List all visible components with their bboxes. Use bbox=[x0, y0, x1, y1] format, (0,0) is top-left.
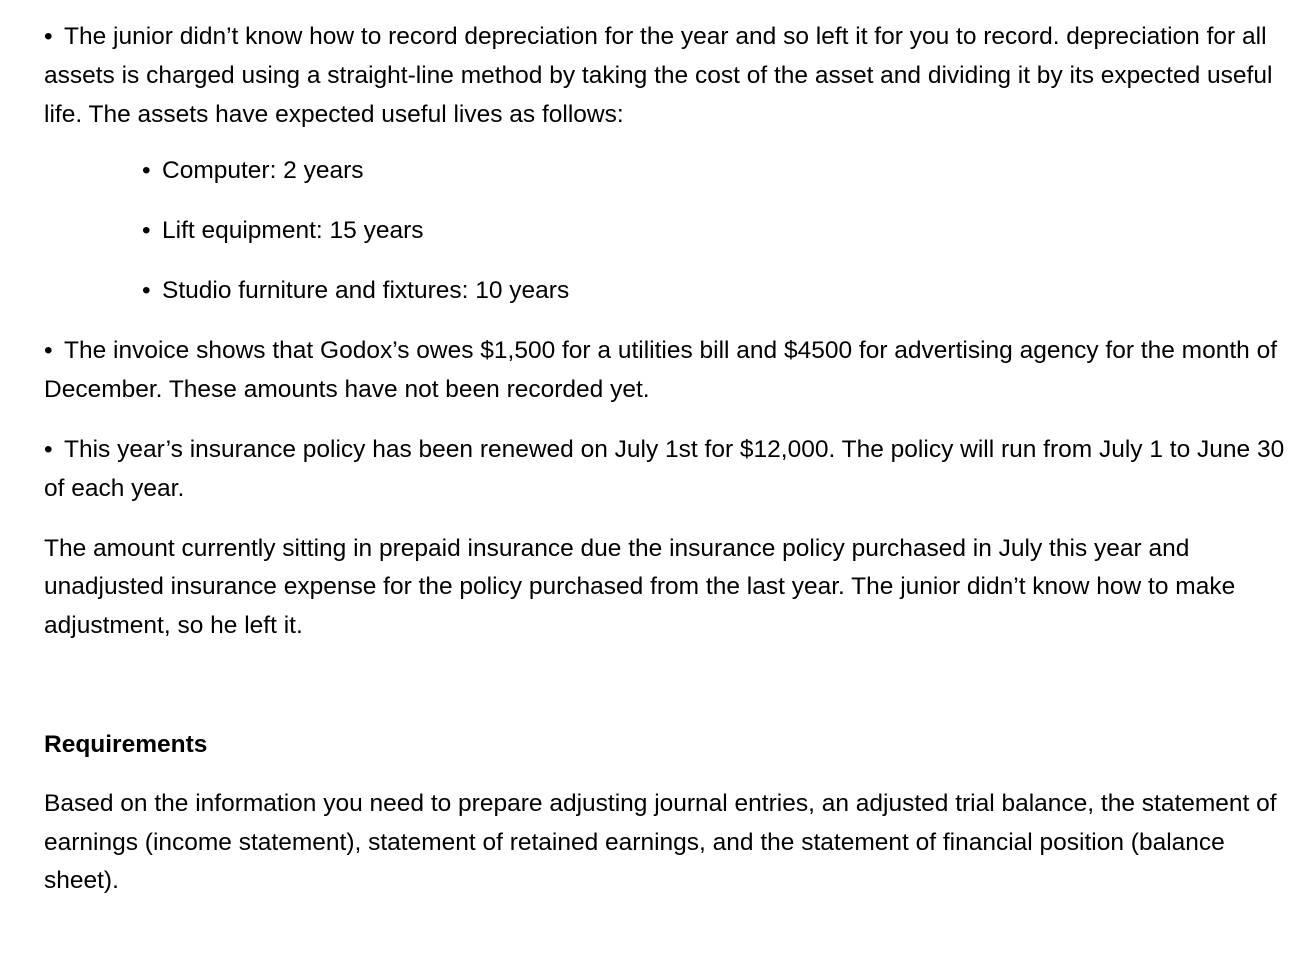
asset-life-text: Studio furniture and fixtures: 10 years bbox=[162, 277, 570, 305]
bullet-icon: • bbox=[142, 277, 151, 305]
spacer bbox=[44, 509, 1296, 530]
spacer bbox=[44, 765, 1296, 785]
bullet-icon: • bbox=[44, 337, 53, 365]
document-body bbox=[44, 18, 1296, 901]
insurance-text: This year’s insurance policy has been renewed on July 1st for $12,000. The policy will run from July 1 to June 30 of each year. bbox=[44, 435, 1285, 502]
list-item bbox=[142, 152, 1296, 212]
asset-life-text: Computer: 2 years bbox=[162, 157, 364, 185]
bullet-icon: • bbox=[142, 217, 151, 245]
depreciation-paragraph bbox=[44, 18, 1296, 134]
invoice-text: The invoice shows that Godox’s owes $1,500 for a utilities bill and $4500 for advertising agency for the month of December. These amounts have not been recorded yet. bbox=[44, 337, 1278, 404]
insurance-paragraph bbox=[44, 431, 1296, 509]
asset-life-text: Lift equipment: 15 years bbox=[162, 217, 424, 245]
bullet-icon: • bbox=[44, 435, 53, 463]
depreciation-text: The junior didn’t know how to record depreciation for the year and so left it for you to record. depreciation for all assets is charged using a straight-line method by taking the cost of the asset and dividing it by its expected useful life. The assets have expected useful lives as follows: bbox=[44, 23, 1273, 128]
list-item bbox=[142, 212, 1296, 272]
asset-life-list bbox=[44, 152, 1296, 332]
invoice-paragraph bbox=[44, 332, 1296, 410]
bullet-icon: • bbox=[142, 157, 151, 185]
prepaid-paragraph: The amount currently sitting in prepaid insurance due the insurance policy purchased in July this year and unadjusted insurance expense for the policy purchased from the last year. The junior didn’t know how to make adjustment, so he left it. bbox=[44, 534, 1236, 640]
list-item bbox=[142, 272, 1296, 332]
spacer bbox=[44, 410, 1296, 431]
requirements-heading: Requirements bbox=[44, 730, 208, 758]
spacer bbox=[44, 646, 1296, 726]
bullet-icon: • bbox=[44, 23, 53, 50]
requirements-paragraph: Based on the information you need to prepare adjusting journal entries, an adjusted trial balance, the statement of earnings (income statement), statement of retained earnings, and the statement of financial position (balance sheet). bbox=[44, 789, 1277, 895]
